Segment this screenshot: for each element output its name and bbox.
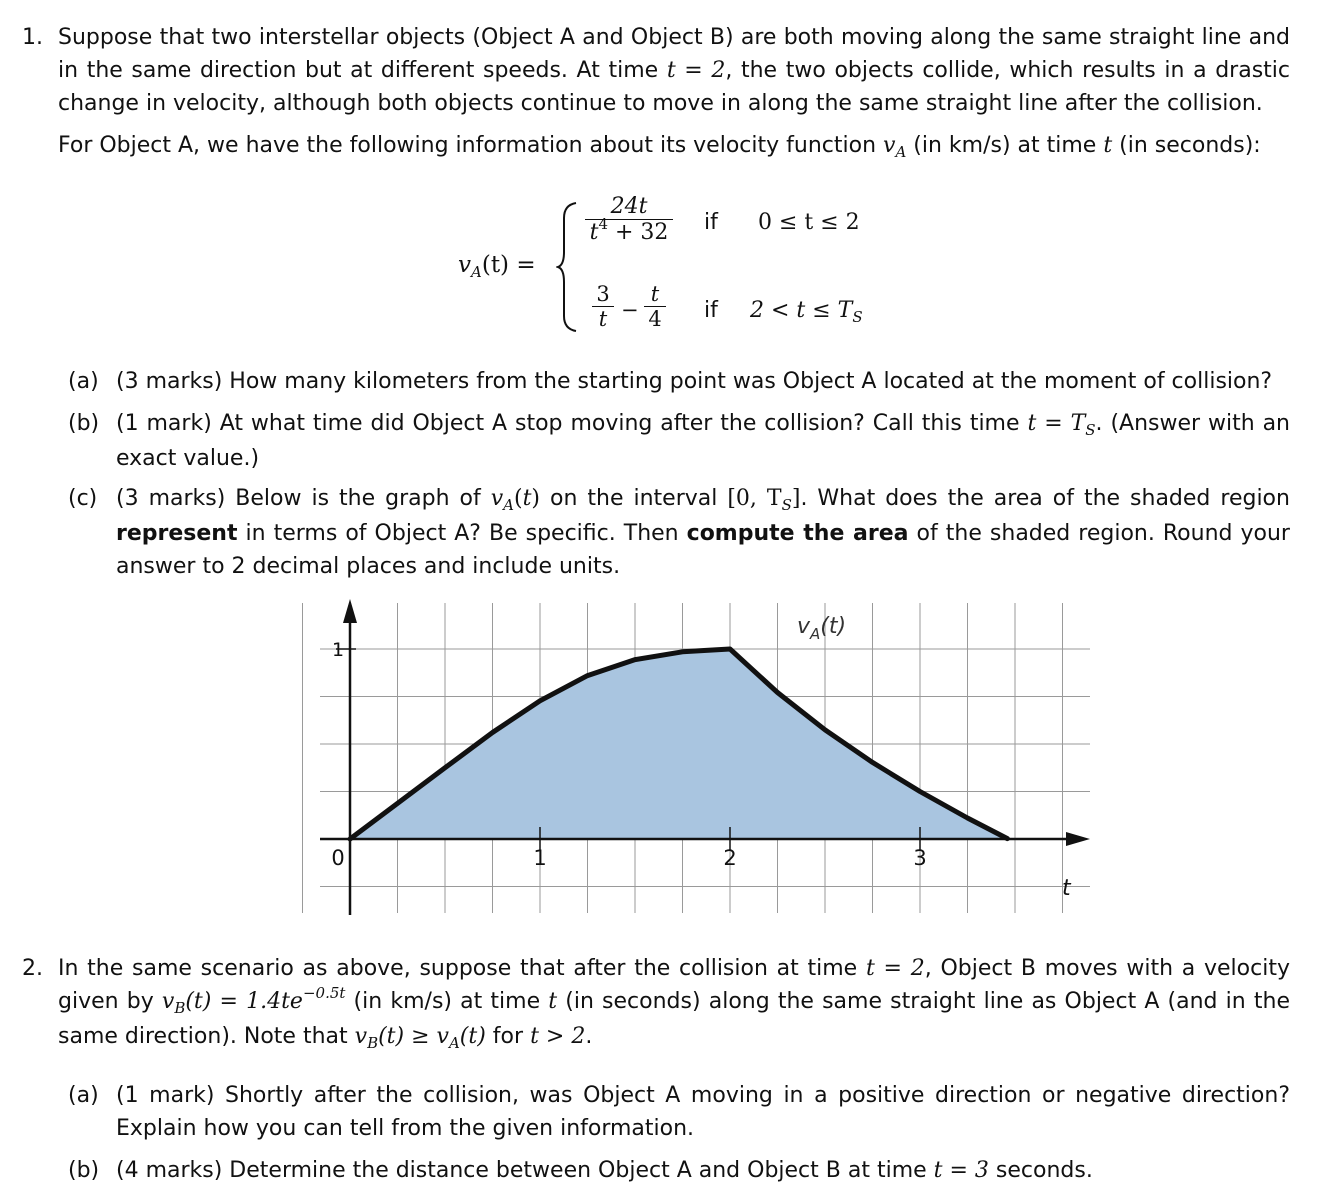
q1b-label: (b) [68, 411, 100, 436]
q2a-label: (a) [68, 1083, 99, 1108]
x-axis-label: t [1062, 876, 1071, 901]
q1-info: For Object A, we have the following information about its velocity function $v_A$ (in km/s) at time t (in seconds): [58, 133, 1261, 161]
q1a-label: (a) [68, 369, 99, 394]
x-tick-label: 0 [331, 846, 345, 870]
y-tick-label: 1 [331, 639, 345, 661]
q2b-text: (4 marks) Determine the distance between Object A and Object B at time t = 3 seconds. [116, 1158, 1093, 1183]
y-axis-arrow-icon [343, 599, 357, 623]
piece2-minus: − [621, 298, 639, 322]
piece2-fraction-1: $\frac{3}{t}$ [592, 282, 614, 331]
piece2-condition: $2 < t \le T_S$ [750, 298, 863, 326]
piece1-condition: 0 ≤ t ≤ 2 [758, 210, 860, 235]
q1-number: 1. [22, 25, 43, 50]
velocity-graph [300, 595, 1100, 920]
q1a-text: (3 marks) How many kilometers from the starting point was Object A located at the moment of collision? [116, 369, 1273, 394]
piece1-fraction: $\frac{24t}{t^4 + 32}$ [585, 194, 673, 245]
q2b-label: (b) [68, 1158, 100, 1183]
q2a-text: (1 mark) Shortly after the collision, was Object A moving in a positive direction or negative direction? Explain how you can tell from the given information. [116, 1083, 1290, 1141]
x-tick-label: 2 [723, 846, 737, 870]
q2-text: In the same scenario as above, suppose that after the collision at time t = 2, Object B moves with a velocity given by $v_B(t) = 1.4te^{-0.5t}$ (in km/s) at time t (in seconds) along the same straight line as Object A (and in the same direction). Note that $v_B(t) \ge v_A(t)$ for t > 2. [58, 956, 1290, 1052]
curve-label: $v_A(t)$ [797, 614, 847, 643]
left-brace-icon [556, 200, 580, 334]
q1c-text: (3 marks) Below is the graph of $v_A(t)$ on the interval [0, $T_S$]. What does the area of the shaded region represent in terms of Object A? Be specific. Then compute the area of the shaded region. Round your answer to 2 decimal places and include units. [116, 486, 1290, 579]
x-tick-label: 1 [533, 846, 547, 870]
q1c-label: (c) [68, 486, 98, 511]
x-axis-arrow-icon [1066, 832, 1090, 846]
q2-number: 2. [22, 956, 43, 981]
piece1-if: if [704, 210, 718, 235]
piecewise-lhs: $v_A(t)$ = [458, 252, 536, 281]
q1b-text: (1 mark) At what time did Object A stop moving after the collision? Call this time $t = T_S$. (Answer with an exact value.) [116, 411, 1291, 471]
x-tick-label: 3 [913, 846, 927, 870]
q1-intro: Suppose that two interstellar objects (Object A and Object B) are both moving along the same straight line and in the same direction but at different speeds. At time t = 2, the two objects collide, which results in a drastic change in velocity, although both objects continue to move in along the same straight line after the collision. [58, 25, 1290, 116]
piece2-if: if [704, 298, 718, 323]
piece2-fraction-2: $\frac{t}{4}$ [644, 282, 666, 331]
